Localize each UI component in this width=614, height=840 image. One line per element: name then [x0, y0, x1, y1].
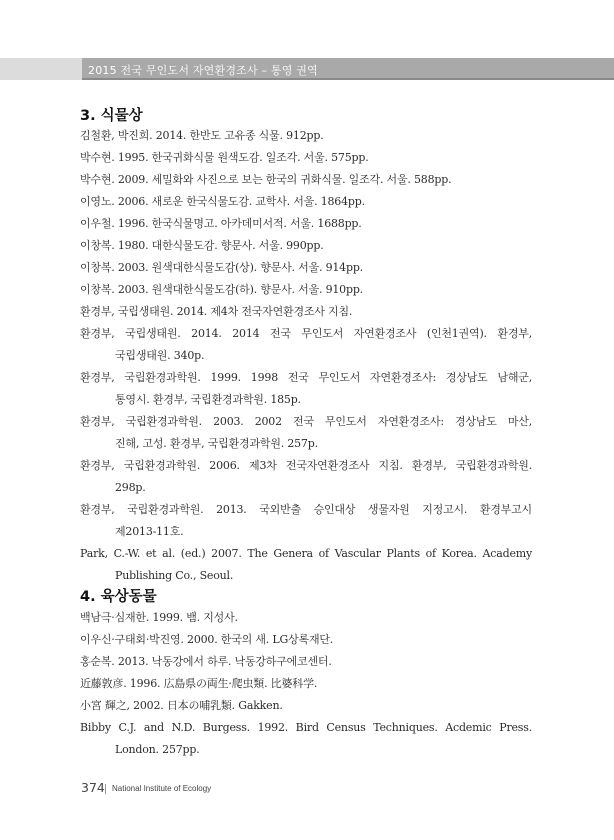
- reference-line: 환경부, 국립생태원. 2014. 2014 전국 무인도서 자연환경조사 (인천1권역). 환경부,: [80, 327, 532, 340]
- reference-line: Park, C.-W. et al. (ed.) 2007. The Genera of Vascular Plants of Korea. Academy: [80, 547, 532, 560]
- reference-entry: [80, 695, 532, 717]
- footer-institution: National Institute of Ecology: [112, 784, 212, 793]
- reference-list-flora: [80, 125, 532, 587]
- reference-entry: [80, 651, 532, 673]
- reference-continuation: 298p.: [115, 481, 146, 494]
- reference-continuation: London. 257pp.: [115, 743, 200, 756]
- reference-line: 이영노. 2006. 새로운 한국식물도감. 교학사. 서울. 1864pp.: [80, 195, 365, 208]
- reference-entry: [80, 257, 532, 279]
- reference-list-terrestrial-animals: [80, 607, 532, 761]
- reference-line: 이우신·구태회·박진영. 2000. 한국의 새. LG상록재단.: [80, 633, 334, 646]
- reference-entry: [80, 323, 532, 367]
- reference-line: 백남극·심재한. 1999. 뱀. 지성사.: [80, 611, 238, 624]
- section-heading-flora: 3. 식물상: [80, 108, 143, 124]
- reference-line: 박수현. 2009. 세밀화와 사진으로 보는 한국의 귀화식물. 일조각. 서울. 588pp.: [80, 173, 452, 186]
- reference-entry: [80, 673, 532, 695]
- reference-line: 박수현. 1995. 한국귀화식물 원색도감. 일조각. 서울. 575pp.: [80, 151, 369, 164]
- reference-entry: [80, 717, 532, 761]
- reference-entry: [80, 499, 532, 543]
- reference-entry: [80, 607, 532, 629]
- reference-line: 이우철. 1996. 한국식물명고. 아카데미서적. 서울. 1688pp.: [80, 217, 362, 230]
- reference-entry: [80, 125, 532, 147]
- reference-line: 환경부, 국립생태원. 2014. 제4차 전국자연환경조사 지침.: [80, 305, 353, 318]
- reference-entry: [80, 147, 532, 169]
- reference-entry: [80, 279, 532, 301]
- reference-line: 이창복. 2003. 원색대한식물도감(하). 향문사. 서울. 910pp.: [80, 283, 363, 296]
- reference-entry: [80, 213, 532, 235]
- reference-line: 환경부, 국립환경과학원. 2006. 제3차 전국자연환경조사 지침. 환경부, 국립환경과학원.: [80, 459, 532, 472]
- footer-separator: [105, 784, 106, 794]
- section-heading-terrestrial-animals: 4. 육상동물: [80, 589, 157, 605]
- reference-line: 환경부, 국립환경과학원. 2013. 국외반출 승인대상 생물자원 지정고시. 환경부고시: [80, 503, 532, 516]
- reference-entry: [80, 543, 532, 587]
- reference-entry: [80, 191, 532, 213]
- reference-line: 환경부, 국립환경과학원. 1999. 1998 전국 무인도서 자연환경조사: 경상남도 남해군,: [80, 371, 532, 384]
- reference-continuation: Publishing Co., Seoul.: [115, 569, 234, 582]
- page-number: 374: [81, 780, 105, 795]
- reference-entry: [80, 411, 532, 455]
- reference-continuation: 제2013-11호.: [115, 525, 184, 538]
- reference-line: 이창복. 1980. 대한식물도감. 향문사. 서울. 990pp.: [80, 239, 324, 252]
- reference-entry: [80, 367, 532, 411]
- running-header-title: 2015 전국 무인도서 자연환경조사 – 통영 권역: [88, 64, 318, 77]
- reference-entry: [80, 455, 532, 499]
- reference-line: 이창복. 2003. 원색대한식물도감(상). 향문사. 서울. 914pp.: [80, 261, 363, 274]
- reference-line: 近藤敦彦. 1996. 広島県の両生·爬虫類. 比婆科学.: [80, 677, 318, 690]
- reference-entry: [80, 235, 532, 257]
- reference-continuation: 통영시. 환경부, 국립환경과학원. 185p.: [115, 393, 301, 406]
- reference-line: 김철환, 박진희. 2014. 한반도 고유종 식물. 912pp.: [80, 129, 324, 142]
- reference-line: 홍순복. 2013. 낙동강에서 하루. 낙동강하구에코센터.: [80, 655, 332, 668]
- reference-entry: [80, 629, 532, 651]
- reference-line: Bibby C.J. and N.D. Burgess. 1992. Bird Census Techniques. Acdemic Press.: [80, 721, 532, 734]
- reference-entry: [80, 301, 532, 323]
- reference-line: 小宮 輝之, 2002. 日本の哺乳類. Gakken.: [80, 699, 283, 712]
- reference-line: 환경부, 국립환경과학원. 2003. 2002 전국 무인도서 자연환경조사: 경상남도 마산,: [80, 415, 532, 428]
- reference-entry: [80, 169, 532, 191]
- reference-continuation: 진해, 고성. 환경부, 국립환경과학원. 257p.: [115, 437, 318, 450]
- reference-continuation: 국립생태원. 340p.: [115, 349, 205, 362]
